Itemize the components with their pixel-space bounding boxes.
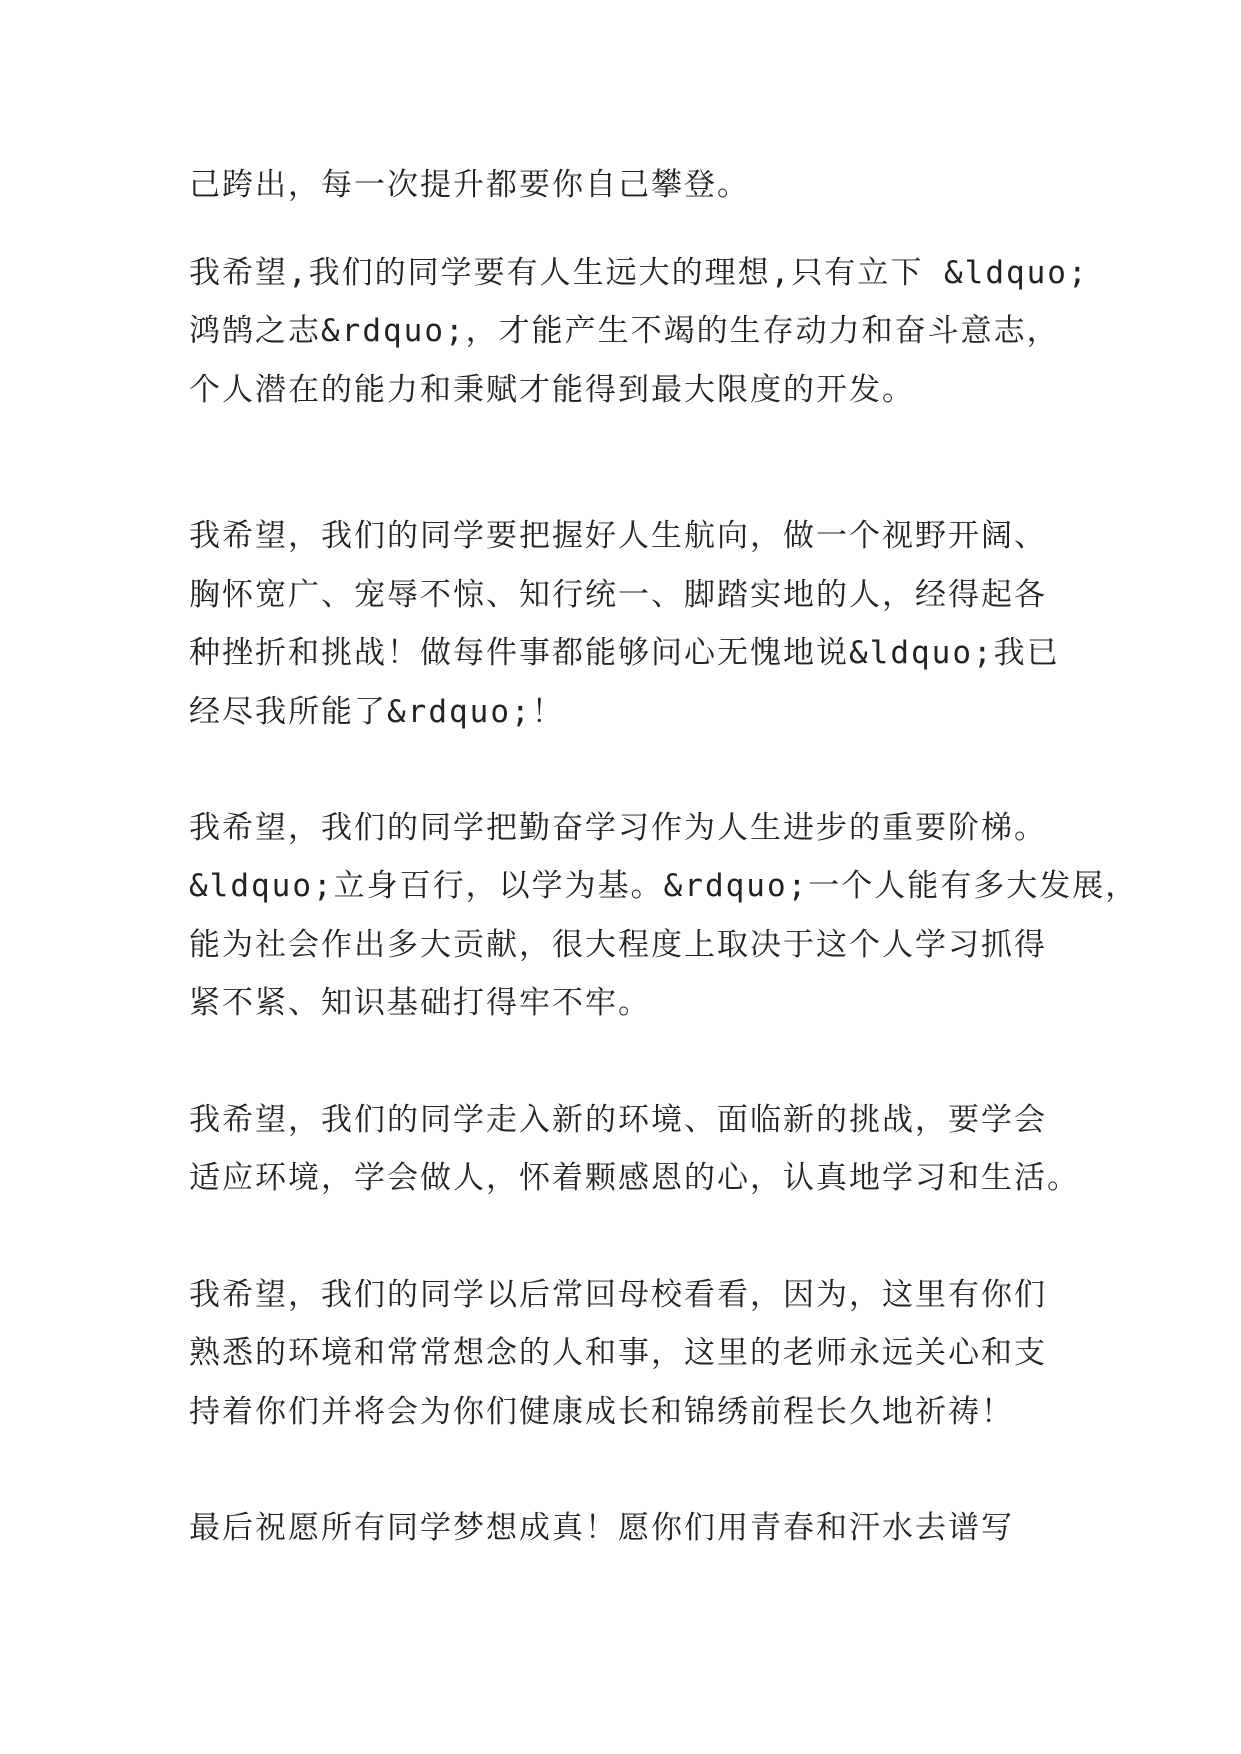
text-line: 种挫折和挑战！做每件事都能够问心无愧地说&ldquo;我已 (189, 635, 1060, 671)
text-line: 个人潜在的能力和秉赋才能得到最大限度的开发。 (189, 372, 915, 408)
text-line: 熟悉的环境和常常想念的人和事，这里的老师永远关心和支 (189, 1335, 1047, 1371)
text-line: 我希望，我们的同学以后常回母校看看，因为，这里有你们 (189, 1277, 1047, 1313)
text-line: 我希望,我们的同学要有人生远大的理想,只有立下 &ldquo; (189, 255, 1089, 291)
text-line: 我希望，我们的同学走入新的环境、面临新的挑战，要学会 (189, 1102, 1047, 1138)
text-line: 紧不紧、知识基础打得牢不牢。 (189, 985, 651, 1021)
text-line: 己跨出，每一次提升都要你自己攀登。 (189, 167, 750, 203)
text-line: &ldquo;立身百行，以学为基。&rdquo;一个人能有多大发展， (189, 868, 1139, 904)
text-line: 鸿鹄之志&rdquo;，才能产生不竭的生存动力和奋斗意志， (189, 313, 1060, 349)
text-line: 最后祝愿所有同学梦想成真！愿你们用青春和汗水去谱写 (189, 1510, 1014, 1546)
text-line: 适应环境，学会做人，怀着颗感恩的心，认真地学习和生活。 (189, 1160, 1080, 1196)
text-line: 持着你们并将会为你们健康成长和锦绣前程长久地祈祷！ (189, 1394, 1014, 1430)
text-line: 我希望，我们的同学把勤奋学习作为人生进步的重要阶梯。 (189, 810, 1047, 846)
text-line: 能为社会作出多大贡献，很大程度上取决于这个人学习抓得 (189, 927, 1047, 963)
text-line: 我希望，我们的同学要把握好人生航向，做一个视野开阔、 (189, 518, 1047, 554)
text-line: 胸怀宽广、宠辱不惊、知行统一、脚踏实地的人，经得起各 (189, 577, 1047, 613)
text-line: 经尽我所能了&rdquo;！ (189, 694, 565, 730)
